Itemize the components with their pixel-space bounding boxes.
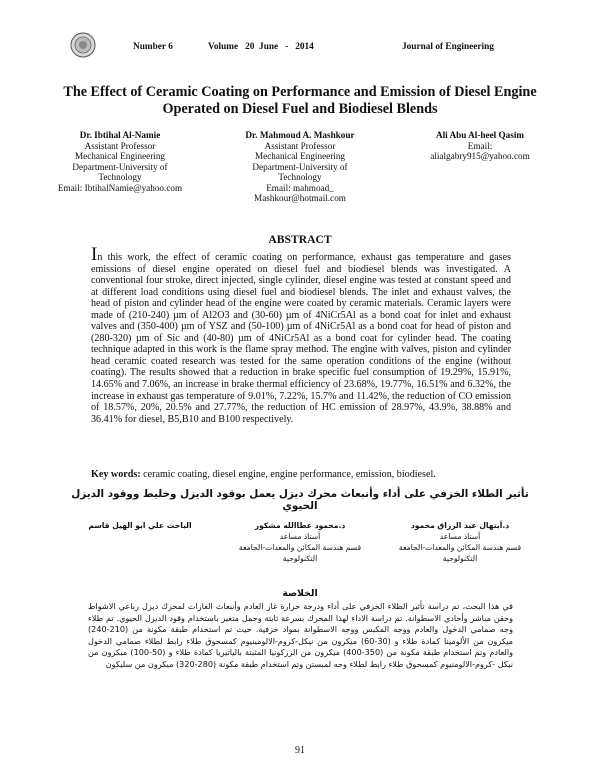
- issue-number: Number 6: [133, 42, 173, 52]
- page-number: 91: [295, 745, 305, 756]
- author-line: Department-University of: [72, 161, 168, 172]
- author-line: Technology: [278, 172, 322, 182]
- author-name: Dr. Mahmoud A. Mashkour: [245, 130, 355, 140]
- arabic-title: تأثير الطلاء الخزفي على أداء وأنبعاث محرك ديزل يعمل بوقود الديزل وخليط ووقود الديزل الحيوي: [71, 488, 529, 512]
- author-name: Dr. Ibtihal Al-Namie: [79, 130, 161, 140]
- author-line: Assistant Professor: [84, 140, 156, 151]
- arabic-author-name: د.محمود عطاالله مشكور: [254, 521, 346, 530]
- arabic-author-line: قسم هندسة المكائن والمعدات-الجامعة: [398, 543, 522, 552]
- keywords: [91, 469, 511, 480]
- arabic-author-3: [60, 520, 220, 531]
- author-email: Email: IbtihalNamie@yahoo.com: [57, 182, 183, 193]
- keywords-text: ceramic coating, diesel engine, engine performance, emission, biodiesel.: [143, 469, 436, 480]
- arabic-authors-block: [60, 520, 540, 570]
- author-line: Email:: [467, 140, 493, 151]
- journal-name: Journal of Engineering: [402, 42, 494, 52]
- arabic-author-line: أستاذ مساعد: [279, 532, 321, 541]
- author-email: Mashkour@hotmail.com: [254, 193, 346, 203]
- author-name: Ali Abu Al-heel Qasim: [435, 130, 525, 140]
- abstract-body: [91, 244, 511, 425]
- authors-block: [40, 130, 560, 210]
- author-email: Email: mahmoad_: [266, 182, 334, 193]
- arabic-author-name: د.أبتهال عبد الرزاق محمود: [410, 521, 510, 530]
- author-1: [40, 130, 200, 193]
- author-2: [220, 130, 380, 204]
- abstract-text: n this work, the effect of ceramic coating on performance, exhaust gas temperature and gases emissions of diesel engine operated on diesel fuel and biodiesel blends was investigated. A conventional four stroke, direct injected, single cylinder, diesel engine was tested at constant speed and at different load conditions using diesel fuel and biodiesel blends. The inlet and exhaust valves, the head of piston and cylinder head of the engine were coated by ceramic materials. Ceramic layers were made of (210-240) µm of Al2O3 and (30-60) µm of 4NiCr5Al as a bond coat for inlet and exhaust valves and (350-400) µm of YSZ and (50-100) µm of 4NiCr5Al as a bond coat for head of piston and (280-320) µm of Sic and (40-80) µm of 4NiCr5Al as a bond coat for cylinder head. The coating technique adapted in this work is the flame spray method. The engine with valves, piston and cylinder head ceramic coated research was tested for the same operation conditions of the engine (without coating). The results showed that a reduction in brake specific fuel consumption of 19.29%, 15.91%, 14.65% and 7.06%, an increase in brake thermal efficiency of 23.68%, 19.77%, 16.51% and 6.32%, the increase in exhaust gas temperature of 9.01%, 7.22%, 15.7% and 11.42%, the reduction of CO emission of 18.57%, 20%, 20.5% and 27.77%, the reduction of HC emission of 28.97%, 43.9%, 38.88% and 36.41% for diesel, B5,B10 and B100 respectively.: [91, 252, 511, 425]
- arabic-author-1: [380, 520, 540, 564]
- arabic-author-line: قسم هندسة المكائن والمعدات-الجامعة: [238, 543, 362, 552]
- arabic-abstract-body: في هذا البحث، تم دراسة تأثير الطلاء الخزفي على أداء ودرجة حرارة غاز العادم وأنبعاث الغازات لمحرك ديزل رباعي الاشواط وحقن مباشر وأحادي الاسطوانة. تم دراسة الاداء لهذا المحرك بسرعة ثابتة وحمل متغير باستخدام وقود الديزل الحيوي. تم طلاء وجه صمامي الدخول والعادم ووجه المكبس ووجه الاسطوانة بمواد خزفية. حيث تم استخدام طبقة مكونة من (210-240) ميكرون من الألومينا كمادة طلاء و (30-60) ميكرون من نيكل-كروم-الالومينيوم كمسحوق طلاء رابط لطلاء صمامي الدخول والعادم وتم استخدام طبقة مكونة من (350-400) ميكرون من الزركونيا المثبتة بالياتيريا كمادة طلاء و (50-100) ميكرون من نيكل -كروم-الالومنيوم كمسحوق طلاء رابط لطلاء وجه لمبستن وتم استخدام طبقة مكونة (280-320) ميكرون من سليكون: [88, 601, 514, 669]
- author-line: Assistant Professor: [264, 140, 336, 151]
- abstract-heading: ABSTRACT: [268, 233, 332, 246]
- arabic-abstract-heading: الخلاصة: [282, 588, 318, 599]
- arabic-author-line: أستاذ مساعد: [439, 532, 481, 541]
- drop-cap: I: [91, 244, 98, 265]
- arabic-author-name: الباحث علي ابو الهيل قاسم: [88, 521, 192, 530]
- keywords-label: Key words:: [91, 469, 141, 480]
- arabic-author-line: التكنولوجية: [442, 554, 478, 563]
- university-seal-logo: [70, 32, 96, 58]
- author-line: Department-University of: [252, 161, 348, 172]
- arabic-author-2: [220, 520, 380, 564]
- author-3: [400, 130, 560, 162]
- author-line: Mechanical Engineering: [254, 151, 346, 161]
- author-line: Technology: [98, 172, 142, 182]
- arabic-author-line: التكنولوجية: [282, 554, 318, 563]
- volume-date: Volume 20 June - 2014: [208, 42, 314, 52]
- author-email: alialgabry915@yahoo.com: [430, 151, 530, 161]
- author-line: Mechanical Engineering: [74, 151, 166, 161]
- paper-title: The Effect of Ceramic Coating on Performance and Emission of Diesel Engine Operated on Diesel Fuel and Biodiesel Blends: [63, 84, 537, 117]
